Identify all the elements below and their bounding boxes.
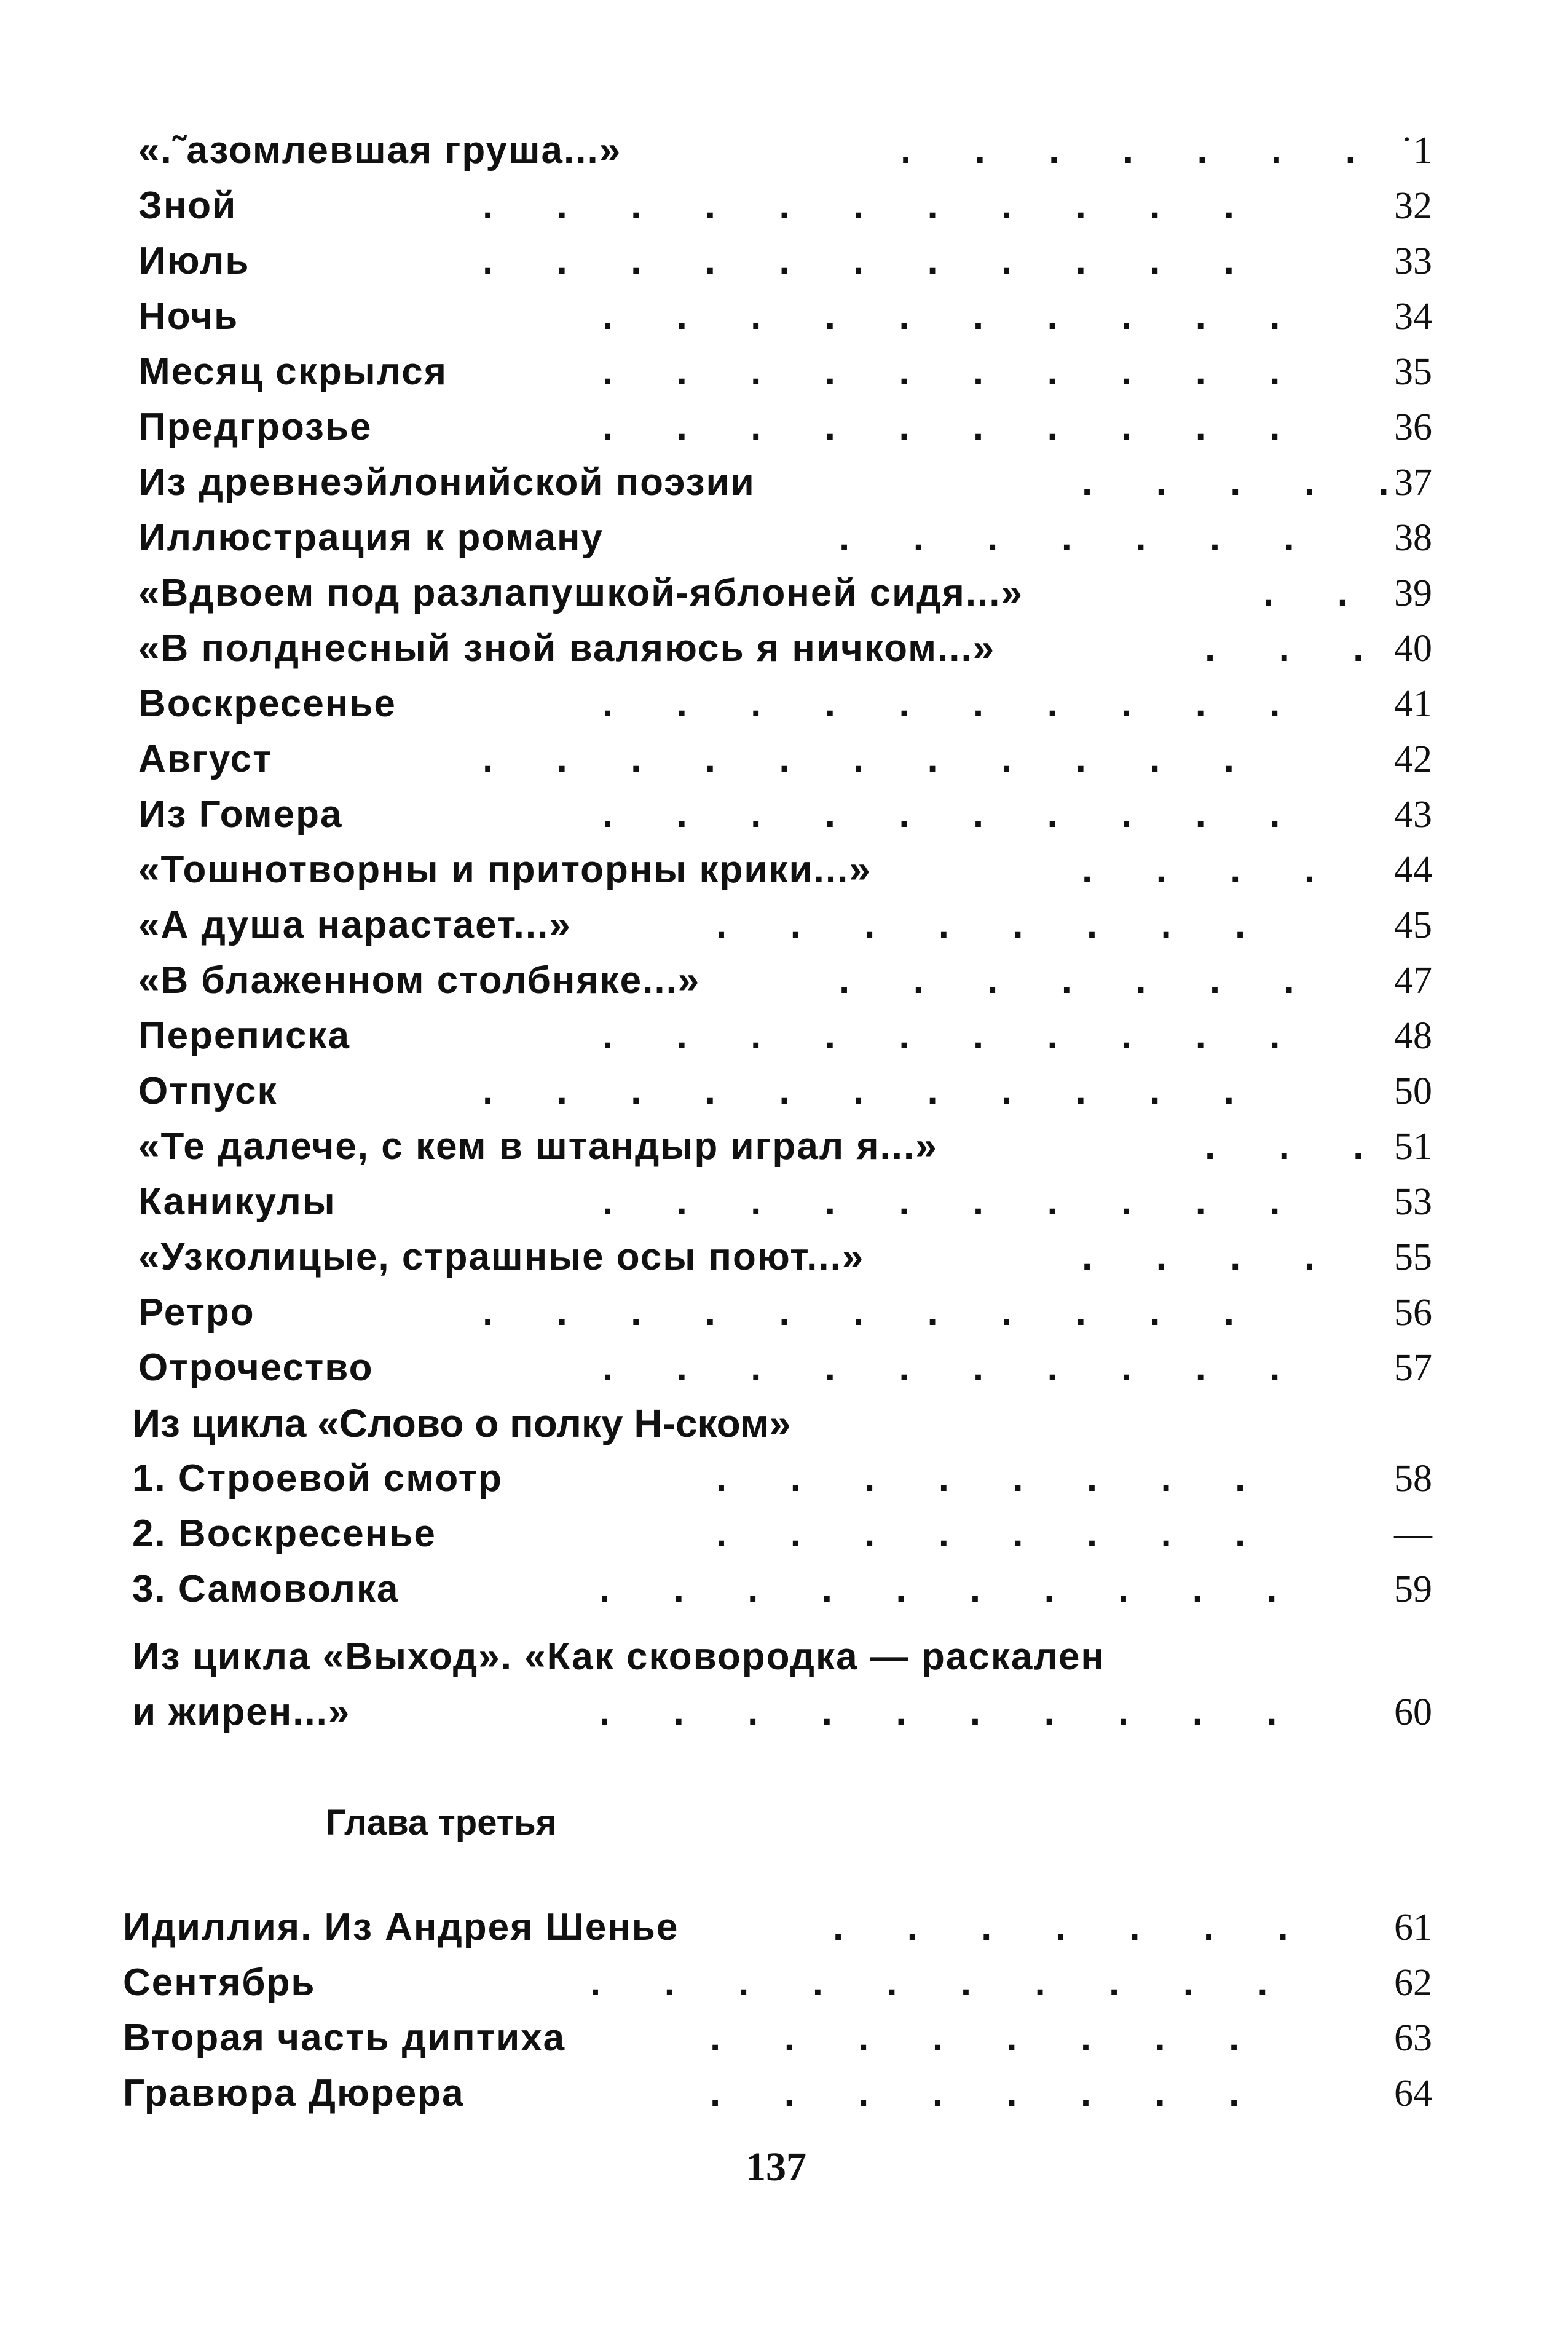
dot-leader: . . . . . . . [839, 959, 1294, 1002]
toc-row [138, 344, 1432, 400]
toc-row [123, 1955, 1432, 2011]
toc-entry-title: Август [138, 738, 273, 780]
toc-entry-title: Ретро [138, 1291, 255, 1334]
toc-entry-page: 58 [1394, 1458, 1432, 1500]
toc-entry-page: 59 [1394, 1568, 1432, 1610]
toc-entry-title: «Тошнотворны и приторны крики...» [138, 848, 872, 891]
toc-entry-page: 36 [1394, 406, 1432, 448]
dot-leader: . . . . [1082, 1236, 1315, 1278]
toc-row [138, 842, 1432, 898]
toc-row [138, 676, 1432, 732]
toc-row [132, 1451, 1432, 1506]
toc-entry-page: 56 [1394, 1292, 1432, 1334]
dot-leader: . . . [1205, 627, 1364, 670]
toc-entry-page: 42 [1394, 738, 1432, 780]
toc-entry-title: Из цикла «Выход». «Как сковородка — раскален [132, 1635, 1105, 1678]
toc-entry-page: 61 [1394, 1907, 1432, 1948]
dot-leader: . . . . . . . . . . [602, 1180, 1280, 1223]
toc-entry-page: 48 [1394, 1015, 1432, 1057]
chapter-heading: Глава третья [326, 1803, 557, 1843]
dot-leader: . . . . . . . . . . . [483, 1070, 1235, 1112]
toc-entry-title: Месяц скрылся [138, 350, 447, 393]
toc-row [138, 621, 1432, 676]
toc-entry-title: Предгрозье [138, 406, 372, 448]
dot-leader: . . . . . . . . . . [602, 350, 1280, 393]
toc-row [138, 1064, 1432, 1119]
toc-row [138, 1340, 1432, 1396]
toc-entry-title: Вторая часть диптиха [123, 2017, 566, 2059]
dot-leader: . . . . . . . . . . . [483, 738, 1235, 780]
toc-entry-page: 44 [1394, 849, 1432, 891]
toc-entry-title: Из древнеэйлонийской поэзии [138, 461, 755, 504]
toc-entry-title: Отрочество [138, 1346, 374, 1389]
dot-leader: . . . . . . . . . . [602, 682, 1280, 725]
toc-entry-page: 63 [1394, 2017, 1432, 2059]
dot-leader: . . . . . . . . [716, 1513, 1246, 1555]
toc-entry-page: 62 [1394, 1962, 1432, 2004]
toc-row [132, 1629, 1432, 1685]
page-number: 137 [746, 2145, 806, 2189]
dot-leader: . . . . . . . . . . [602, 1346, 1280, 1389]
toc-entry-title-continuation: и жирен...» [132, 1691, 351, 1733]
toc-row [138, 953, 1432, 1008]
toc-entry-title: Гравюра Дюрера [123, 2072, 465, 2114]
toc-row [138, 178, 1432, 234]
toc-row [138, 289, 1432, 344]
toc-entry-page: 33 [1394, 240, 1432, 282]
toc-entry-page: 40 [1394, 628, 1432, 670]
toc-entry-title: Идиллия. Из Андрея Шенье [123, 1906, 679, 1948]
toc-entry-page: 41 [1394, 683, 1432, 725]
toc-entry-page: 47 [1394, 960, 1432, 1002]
dot-leader: . . . . . . . . . . [590, 1961, 1268, 2004]
toc-row [138, 566, 1432, 621]
toc-row [138, 1230, 1432, 1285]
toc-entry-title: Отпуск [138, 1070, 278, 1112]
toc-entry-page: 51 [1394, 1126, 1432, 1168]
toc-entry-page: 64 [1394, 2073, 1432, 2114]
toc-entry-page: 37 [1394, 462, 1432, 504]
dot-leader: . . . . . . . [839, 516, 1294, 559]
toc-row [138, 455, 1432, 510]
dot-leader: . . [1263, 572, 1348, 614]
toc-entry-page: — [1394, 1513, 1432, 1555]
toc-entry-title: «В полднеcный зной валяюсь я ничком...» [138, 627, 996, 670]
toc-entry-title: Иллюстрация к роману [138, 516, 604, 559]
dot-leader: . . . . . . . . . . [602, 295, 1280, 338]
toc-row [138, 1008, 1432, 1064]
toc-entry-title: Воскресенье [138, 682, 396, 725]
toc-entry-title: Переписка [138, 1014, 350, 1057]
toc-entry-page: 35 [1394, 351, 1432, 393]
dot-leader: . . . . . . . . [716, 1457, 1246, 1500]
toc-entry-page: 50 [1394, 1070, 1432, 1112]
toc-entry-page: ˙1 [1400, 130, 1432, 172]
toc-row [123, 1900, 1432, 1955]
dot-leader: . . . . . . . . . . [602, 1014, 1280, 1057]
toc-entry-title: Каникулы [138, 1180, 336, 1223]
toc-row [138, 732, 1432, 787]
toc-entry-page: 34 [1394, 296, 1432, 338]
toc-entry-title: Зной [138, 184, 237, 227]
toc-row [132, 1506, 1432, 1562]
toc-entry-title: Ночь [138, 295, 239, 338]
cycle-heading: Из цикла «Слово о полку Н-ском» [132, 1401, 791, 1445]
dot-leader: . . . . . . . . [710, 2017, 1240, 2059]
dot-leader: . . . . . . . . . . . [483, 240, 1235, 282]
toc-row [138, 1285, 1432, 1340]
dot-leader: . . . . [1082, 848, 1315, 891]
toc-row [132, 1562, 1432, 1617]
toc-row [123, 2011, 1432, 2066]
dot-leader: . . . . . . . [900, 129, 1356, 172]
toc-entry-page: 45 [1394, 904, 1432, 946]
toc-row [138, 1119, 1432, 1174]
toc-entry-title: Сентябрь [123, 1961, 316, 2004]
dot-leader: . . . . . . . . . . . [483, 1291, 1235, 1334]
toc-entry-title: 3. Самоволка [132, 1568, 400, 1610]
toc-entry-title: 2. Воскресенье [132, 1513, 436, 1555]
dot-leader: . . . . . [1082, 461, 1389, 504]
toc-row [138, 787, 1432, 842]
toc-entry-title: «Узколицые, страшные осы поют...» [138, 1236, 865, 1278]
toc-row [138, 400, 1432, 455]
toc-entry-title: «А душа нарастает...» [138, 904, 572, 946]
toc-entry-page: 43 [1394, 794, 1432, 836]
toc-entry-page: 39 [1394, 572, 1432, 614]
dot-leader: . . . . . . . . . . [599, 1568, 1277, 1610]
toc-entry-title: 1. Строевой смотр [132, 1457, 503, 1500]
toc-entry-page: 55 [1394, 1236, 1432, 1278]
toc-entry-page: 32 [1394, 185, 1432, 227]
toc-entry-title: «Те далече, с кем в штандыр играл я...» [138, 1125, 938, 1168]
toc-entry-page: 60 [1394, 1691, 1432, 1733]
toc-entry-title: «Вдвоем под разлапушкой-яблоней сидя...» [138, 572, 1023, 614]
dot-leader: . . . . . . . . [710, 2072, 1240, 2114]
toc-entry-title: Из Гомера [138, 793, 343, 836]
toc-entry-page: 38 [1394, 517, 1432, 559]
dot-leader: . . . . . . . . [716, 904, 1246, 946]
dot-leader: . . . . . . . . . . [599, 1691, 1277, 1733]
toc-entry-page: 53 [1394, 1181, 1432, 1223]
toc-row [138, 123, 1432, 178]
dot-leader: . . . . . . . . . . [602, 793, 1280, 836]
toc-row [132, 1685, 1432, 1740]
toc-row [138, 510, 1432, 566]
dot-leader: . . . . . . . . . . [602, 406, 1280, 448]
toc-entry-title: «В блаженном столбняке...» [138, 959, 701, 1002]
toc-row [138, 234, 1432, 289]
toc-entry-title: «.˜азомлевшая груша...» [138, 129, 622, 172]
toc-row [138, 898, 1432, 953]
toc-row [138, 1174, 1432, 1230]
toc-entry-title: Июль [138, 240, 250, 282]
dot-leader: . . . . . . . . . . . [483, 184, 1235, 227]
dot-leader: . . . . . . . [833, 1906, 1288, 1948]
toc-row [123, 2066, 1432, 2121]
toc-entry-page: 57 [1394, 1347, 1432, 1389]
dot-leader: . . . [1205, 1125, 1364, 1168]
